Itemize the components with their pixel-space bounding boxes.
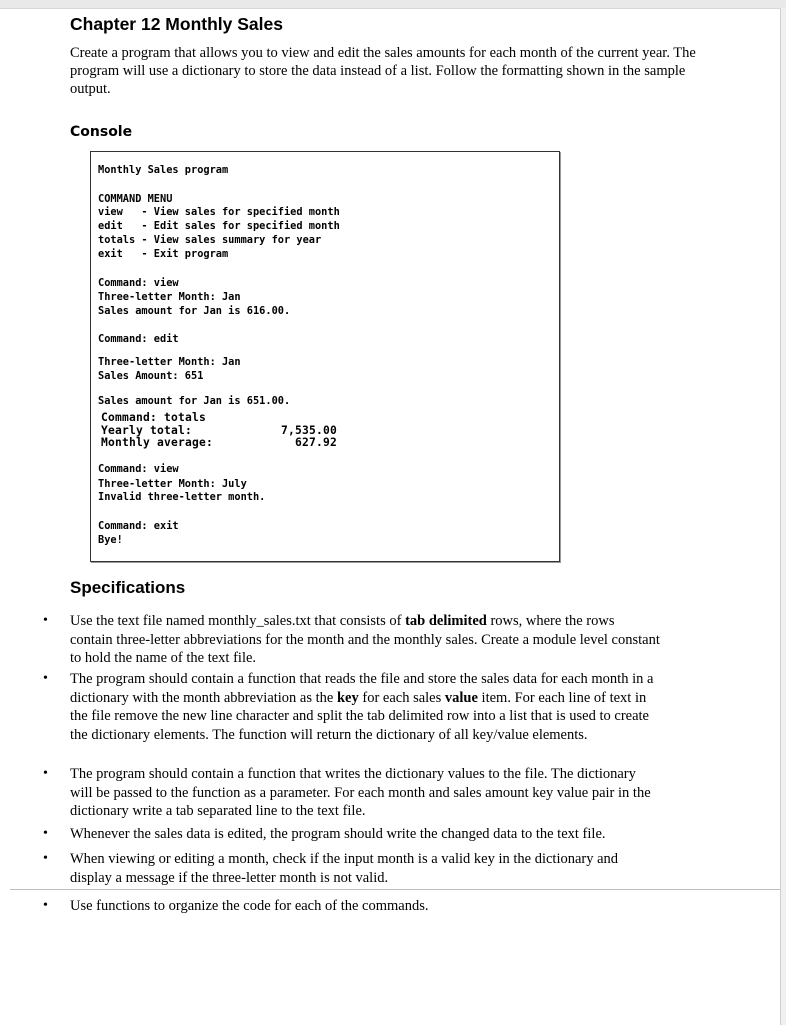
console-menu-item: view - View sales for specified month	[98, 206, 340, 218]
spec-bullet: • Use functions to organize the code for each of the commands.	[43, 898, 429, 914]
console-line: Command: edit	[98, 333, 179, 345]
console-line: COMMAND MENU	[98, 193, 173, 205]
console-line: Yearly total:	[101, 424, 193, 437]
console-line: Sales amount for Jan is 616.00.	[98, 305, 291, 317]
console-sample-output	[90, 151, 560, 562]
console-line: Sales amount for Jan is 651.00.	[98, 395, 291, 407]
bullet-glyph: •	[43, 613, 48, 628]
console-menu-item: totals - View sales summary for year	[98, 234, 322, 246]
console-menu-item: edit - Edit sales for specified month	[98, 220, 340, 232]
bullet-glyph: •	[43, 766, 48, 781]
page-break-divider	[10, 889, 780, 890]
console-line: Three-letter Month: Jan	[98, 356, 241, 368]
console-line: Monthly Sales program	[98, 164, 229, 176]
bullet-glyph: •	[43, 826, 48, 841]
console-value: 627.92	[294, 436, 337, 449]
console-line: Command: view	[98, 463, 179, 475]
console-line: Sales Amount: 651	[98, 370, 204, 382]
console-line: Monthly average:	[101, 436, 214, 449]
console-line: Invalid three-letter month.	[98, 491, 266, 503]
window-top-gap	[0, 0, 786, 8]
spec-bullet: • Use the text file named monthly_sales.txt that consists of tab delimited rows, where the rows contain three-letter abbreviations for the month and the monthly sales. Create a module level constant to hold the name of the text file.	[43, 613, 660, 666]
bullet-glyph: •	[43, 898, 48, 913]
specifications-heading: Specifications	[70, 578, 186, 597]
spec-bullet: • The program should contain a function that reads the file and store the sales data for each month in a dictionary with the month abbreviation as the key for each sales value item. For each line of text in the file remove the new line character and split the tab delimited row into a list that is used to create the dictionary elements. The function will return the dictionary of all key/value elements.	[43, 671, 654, 743]
console-line: Three-letter Month: Jan	[98, 291, 241, 303]
console-line: Command: exit	[98, 520, 179, 532]
intro-paragraph: Create a program that allows you to view and edit the sales amounts for each month of the current year. The program will use a dictionary to store the data instead of a list. Follow the formatting shown in the sample output.	[70, 45, 696, 97]
console-line: Three-letter Month: July	[98, 478, 247, 490]
bullet-glyph: •	[43, 851, 48, 866]
spec-bullet: • When viewing or editing a month, check if the input month is a valid key in the dictionary and display a message if the three-letter month is not valid.	[43, 851, 619, 886]
console-value: 7,535.00	[280, 424, 337, 437]
spec-bullet: • The program should contain a function that writes the dictionary values to the file. The dictionary will be passed to the function as a parameter. For each month and sales amount key value pair in the dictionary write a tab separated line to the text file.	[43, 766, 651, 819]
bullet-glyph: •	[43, 671, 48, 686]
console-menu-item: exit - Exit program	[98, 248, 229, 260]
page-title: Chapter 12 Monthly Sales	[70, 14, 283, 34]
console-line: Command: view	[98, 277, 179, 289]
console-line: Bye!	[98, 534, 123, 546]
console-label: Console	[70, 124, 133, 140]
console-line: Command: totals	[101, 411, 207, 424]
spec-bullet: • Whenever the sales data is edited, the program should write the changed data to the text file.	[43, 826, 606, 842]
